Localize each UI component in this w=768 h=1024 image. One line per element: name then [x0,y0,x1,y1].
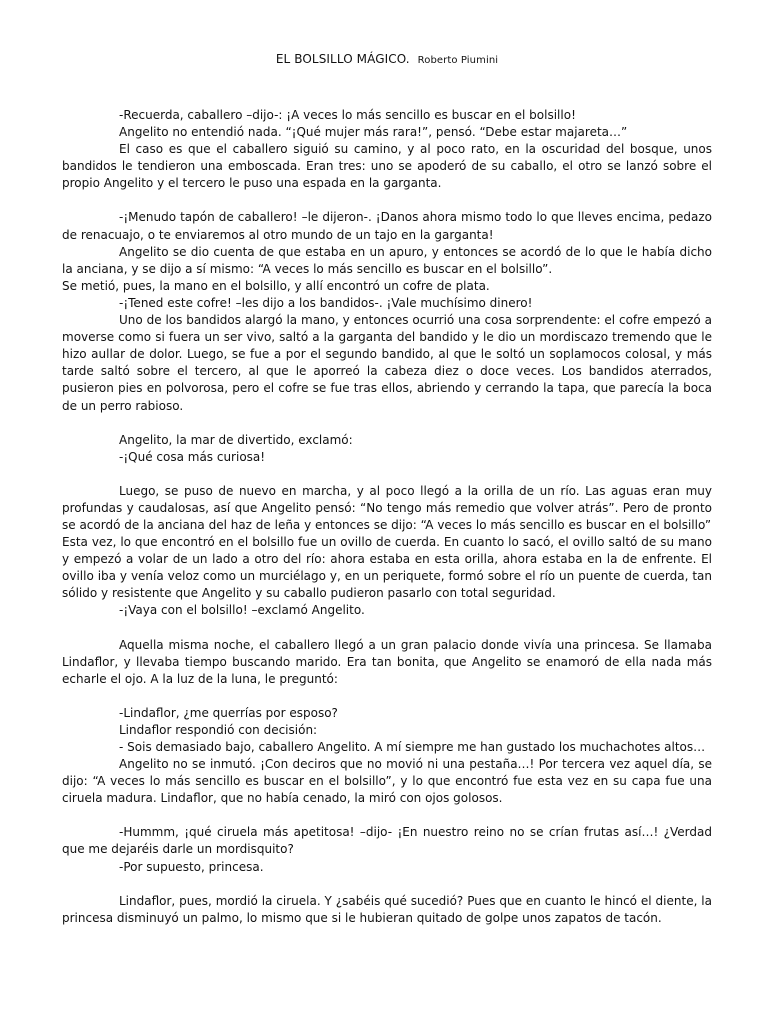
paragraph: Lindaflor, pues, mordió la ciruela. Y ¿sabéis qué sucedió? Pues que en cuanto le hincó el diente, la princesa disminuyó un palmo, lo mismo que si le hubieran quitado de golpe unos zapatos de tacón. [62,893,712,925]
paragraph: -Lindaflor, ¿me querrías por esposo? [119,705,338,720]
paragraph: Esta vez, lo que encontró en el bolsillo fue un ovillo de cuerda. En cuanto lo sacó, el ovillo saltó de su mano y empezó a volar de un lado a otro del río: ahora estaba en esta orilla, ahora estaba en la de enfrente. El ovillo iba y venía veloz como un murciélago y, en un periquete, formó sobre el río un puente de cuerda, tan sólido y resistente que Angelito y su caballo pudieron pasarlo con total seguridad. [62,535,712,601]
paragraph: - Sois demasiado bajo, caballero Angelito. A mí siempre me han gustado los muchachotes altos… [119,740,706,754]
paragraph-gap [62,876,712,893]
paragraph: El caso es que el caballero siguió su camino, y al poco rato, en la oscuridad del bosque, unos bandidos le tendieron una emboscada. Eran tres: uno se apoderó de su caballo, el otro se lanzó sobre el propio Angelito y el tercero le puso una espada en la garganta. [62,142,712,191]
paragraph: -Hummm, ¡qué ciruela más apetitosa! –dijo- ¡En nuestro reino no se crían frutas así…! ¿Verdad que me dejaréis darle un mordisquito? [62,825,712,857]
paragraph-gap [62,192,712,209]
paragraph: Luego, se puso de nuevo en marcha, y al poco llegó a la orilla de un río. Las aguas eran muy profundas y caudalosas, así que Angelito pensó: “No tengo más remedio que volver atrás”. Pero de pronto se acordó de la anciana del haz de leña y entonces se dijo: “A veces lo más sencillo es buscar en el bolsillo” [62,483,712,532]
paragraph: Uno de los bandidos alargó la mano, y entonces ocurrió una cosa sorprendente: el cofre empezó a moverse como si fuera un ser vivo, saltó a la garganta del bandido y le dio un mordiscazo tremendo que le hizo aullar de dolor. Luego, se fue a por el segundo bandido, al que le soltó un soplamocos colosal, y más tarde saltó sobre el tercero, al que le aporreó la cabeza diez o doce veces. Los bandidos aterrados, pusieron pies en polvorosa, pero el cofre se fue tras ellos, abriendo y cerrando la tapa, que parecía la boca de un perro rabioso. [62,313,712,413]
paragraph: -Por supuesto, princesa. [119,859,264,874]
paragraph: Angelito, la mar de divertido, exclamó: [119,432,353,447]
paragraph: Lindaflor respondió con decisión: [119,722,318,737]
paragraph-gap [62,415,712,432]
paragraph-gap [62,807,712,824]
paragraph: -¡Tened este cofre! –les dijo a los bandidos-. ¡Vale muchísimo dinero! [119,295,533,310]
paragraph-gap [62,466,712,483]
paragraph: Aquella misma noche, el caballero llegó a un gran palacio donde vivía una princesa. Se llamaba Lindaflor, y llevaba tiempo buscando marido. Era tan bonita, que Angelito se enamoró de ella nada más echarle el ojo. A la luz de la luna, le preguntó: [62,637,712,686]
document-title-line [62,52,712,66]
paragraph-gap [62,620,712,637]
paragraph: -Recuerda, caballero –dijo-: ¡A veces lo más sencillo es buscar en el bolsillo! [119,108,576,122]
paragraph-gap [62,688,712,705]
document-body [62,107,712,927]
paragraph: -¡Vaya con el bolsillo! –exclamó Angelito. [119,603,365,618]
paragraph: Se metió, pues, la mano en el bolsillo, y allí encontró un cofre de plata. [62,278,490,293]
paragraph: Angelito no se inmutó. ¡Con deciros que no movió ni una pestaña…! Por tercera vez aquel día, se dijo: “A veces lo más sencillo es buscar en el bolsillo”, y lo que encontró fue esta vez en su capa fue una ciruela madura. Lindaflor, que no había cenado, la miró con ojos golosos. [62,757,712,806]
document-title: EL BOLSILLO MÁGICO. [275,52,410,66]
paragraph: Angelito se dio cuenta de que estaba en un apuro, y entonces se acordó de lo que le había dicho la anciana, y se dijo a sí mismo: “A veces lo más sencillo es buscar en el bolsillo”. [62,244,712,276]
document-author: Roberto Piumini [417,55,499,66]
paragraph: -¡Qué cosa más curiosa! [119,449,266,464]
paragraph: Angelito no entendió nada. “¡Qué mujer más rara!”, pensó. “Debe estar majareta…” [119,125,628,140]
paragraph: -¡Menudo tapón de caballero! –le dijeron-. ¡Danos ahora mismo todo lo que lleves encima, pedazo de renacuajo, o te enviaremos al otro mundo de un tajo en la garganta! [62,210,712,242]
